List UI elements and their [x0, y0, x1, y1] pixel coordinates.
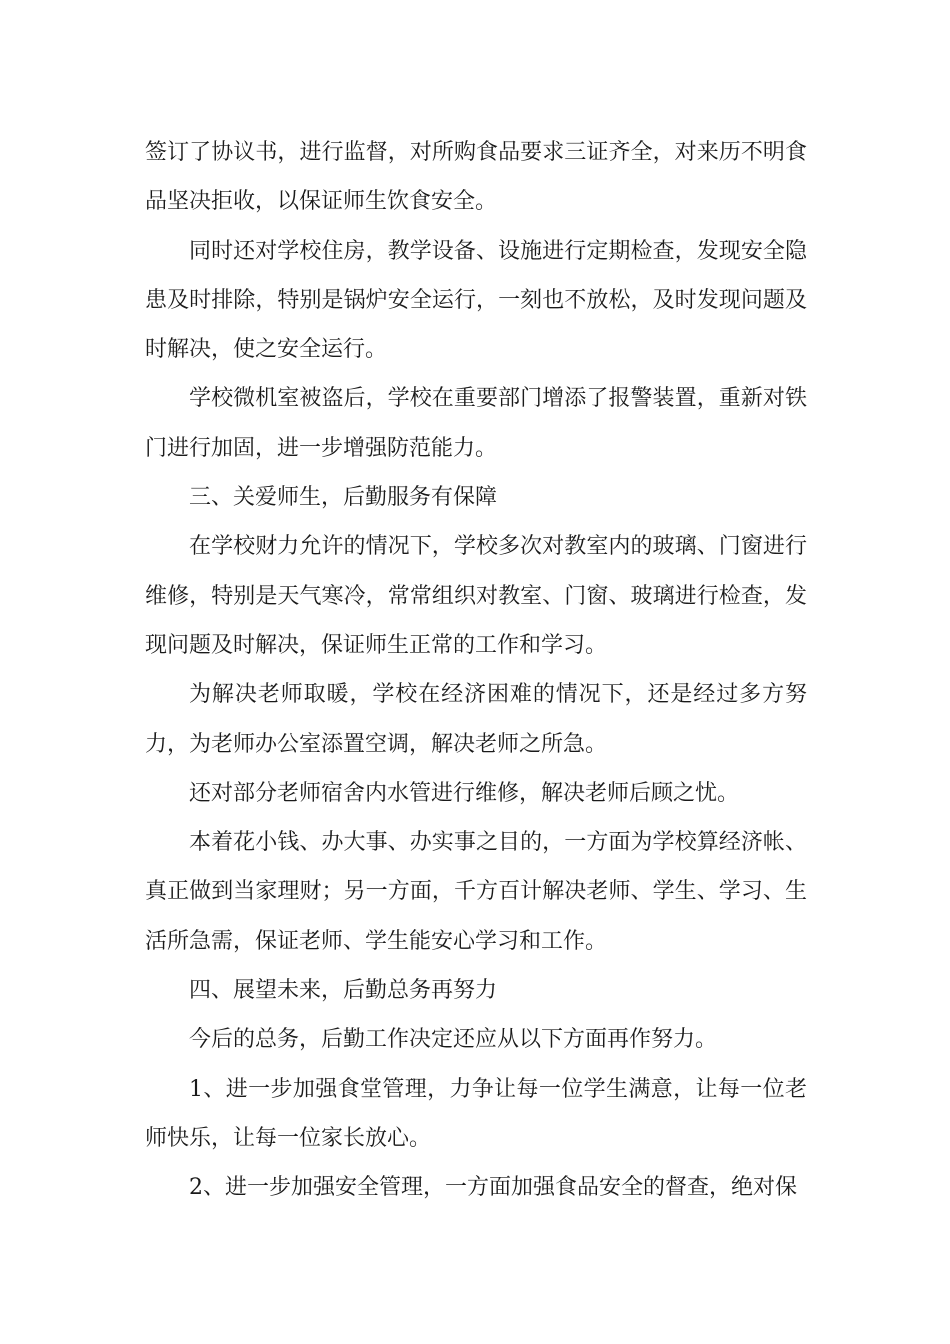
paragraph-dormitory-plumbing: 还对部分老师宿舍内水管进行维修，解决老师后顾之忧。 [189, 780, 740, 806]
section-heading-3: 三、关爱师生，后勤服务有保障 [189, 485, 498, 511]
paragraph-facility-inspection: 同时还对学校住房，教学设备、设施进行定期检查，发现安全隐患及时排除，特别是锅炉安全运行，一刻也不放松，及时发现问题及时解决，使之安全运行。 [145, 238, 807, 363]
list-item-2-safety: 2、进一步加强安全管理，一方面加强食品安全的督查，绝对保 [189, 1175, 797, 1201]
document-body [145, 128, 807, 1213]
list-item-1-canteen: 1、进一步加强食堂管理，力争让每一位学生满意，让每一位老师快乐，让每一位家长放心。 [145, 1076, 807, 1151]
paragraph-future-work: 今后的总务，后勤工作决定还应从以下方面再作努力。 [189, 1027, 718, 1053]
paragraph-food-safety-continued: 签订了协议书，进行监督，对所购食品要求三证齐全，对来历不明食品坚决拒收，以保证师生饮食安全。 [145, 140, 807, 215]
paragraph-classroom-repairs: 在学校财力允许的情况下，学校多次对教室内的玻璃、门窗进行维修，特别是天气寒冷，常常组织对教室、门窗、玻璃进行检查，发现问题及时解决，保证师生正常的工作和学习。 [145, 534, 807, 658]
paragraph-alarm-installation: 学校微机室被盗后，学校在重要部门增添了报警装置，重新对铁门进行加固，进一步增强防范能力。 [145, 386, 807, 461]
paragraph-financial-management: 本着花小钱、办大事、办实事之目的，一方面为学校算经济帐、真正做到当家理财；另一方面，千方百计解决老师、学生、学习、生活所急需，保证老师、学生能安心学习和工作。 [145, 830, 807, 954]
section-heading-4: 四、展望未来，后勤总务再努力 [189, 978, 498, 1004]
paragraph-air-conditioning: 为解决老师取暖，学校在经济困难的情况下，还是经过多方努力，为老师办公室添置空调，解决老师之所急。 [145, 682, 807, 757]
